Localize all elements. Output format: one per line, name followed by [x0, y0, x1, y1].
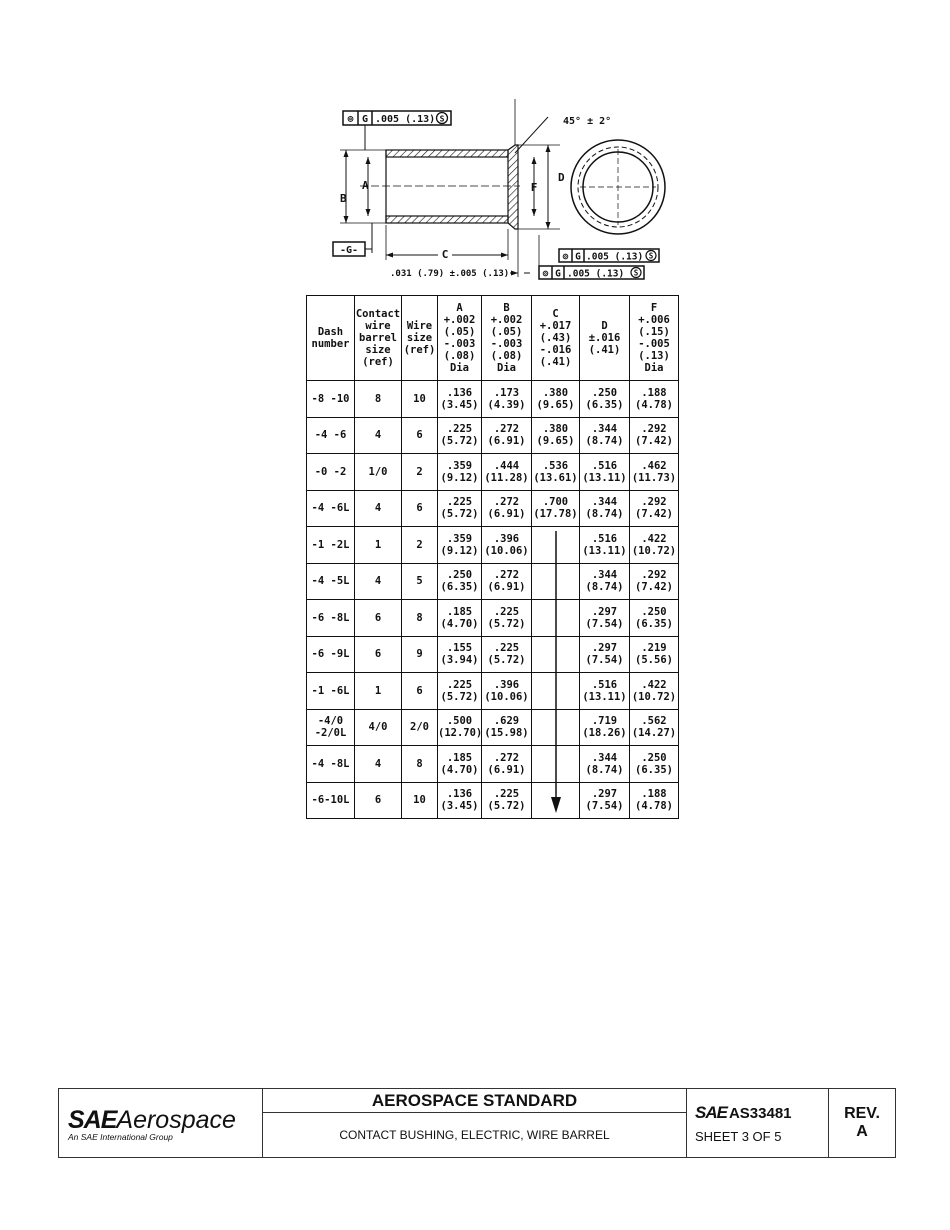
cell-contact: 4: [355, 490, 402, 527]
cell-f: [630, 527, 679, 564]
fcf-right-upper-symbol: ⊚: [562, 251, 569, 263]
column-header: [307, 296, 355, 381]
value-mm: (5.72): [487, 654, 526, 667]
value-mm: (13.61): [533, 471, 578, 484]
value-inch: .250: [641, 751, 667, 764]
cell-dash: -4 -5L: [307, 563, 355, 600]
cell-a: [438, 746, 482, 783]
header-line: size: [365, 344, 391, 356]
value-mm: (10.72): [631, 690, 677, 703]
cell-contact: 6: [355, 600, 402, 637]
value-inch: .292: [641, 569, 667, 582]
doc-number: AS33481: [728, 1105, 792, 1122]
value-inch: .516: [591, 678, 618, 691]
cell-wire: 5: [402, 563, 438, 600]
value-inch: .173: [493, 386, 520, 399]
value-inch: .136: [446, 788, 473, 801]
cell-wire: 8: [402, 600, 438, 637]
header-line: F: [650, 302, 658, 314]
value-mm: (4.78): [635, 800, 673, 813]
cell-d: [580, 527, 630, 564]
table-row: [307, 454, 679, 491]
value-mm: (5.72): [487, 800, 526, 813]
standard-subtitle: CONTACT BUSHING, ELECTRIC, WIRE BARREL: [339, 1128, 610, 1142]
value-inch: .562: [641, 715, 667, 728]
value-mm: (8.74): [585, 435, 624, 448]
header-line: -.003: [443, 338, 476, 350]
lip-dimension: .031 (.79) ±.005 (.13): [390, 269, 510, 279]
column-header: [402, 296, 438, 381]
fcf-right-upper-datum: G: [575, 251, 581, 263]
header-line: (.15): [638, 326, 670, 338]
value-mm: (6.91): [487, 508, 526, 521]
value-mm: (9.12): [440, 471, 479, 484]
header-line: +.002: [490, 314, 523, 326]
cell-wire: 2: [402, 527, 438, 564]
cell-c: [532, 454, 580, 491]
value-mm: (10.72): [631, 544, 677, 557]
cell-dash: -6 -9L: [307, 636, 355, 673]
cell-contact: 6: [355, 636, 402, 673]
value-mm: (11.28): [484, 471, 529, 484]
value-mm: (13.11): [582, 690, 627, 703]
header-line: (ref): [362, 356, 394, 368]
sheet-number: SHEET 3 OF 5: [695, 1129, 782, 1144]
continuation-arrow: [550, 531, 562, 813]
value-mm: (6.35): [585, 398, 624, 411]
cell-contact: 1: [355, 673, 402, 710]
standard-title: AEROSPACE STANDARD: [263, 1089, 686, 1113]
cell-a: [438, 600, 482, 637]
value-inch: .219: [641, 642, 667, 655]
value-inch: .250: [591, 386, 618, 399]
cell-dash: -4 -6L: [307, 490, 355, 527]
column-header: [630, 296, 679, 381]
value-mm: (10.06): [484, 690, 529, 703]
dim-c-label: C: [441, 248, 449, 261]
value-inch: .297: [591, 605, 618, 618]
cell-a: [438, 563, 482, 600]
fcf-top: [343, 111, 451, 125]
cell-b: [482, 381, 532, 418]
value-inch: .516: [591, 459, 618, 472]
cell-dash: -6 -8L: [307, 600, 355, 637]
table-row: [307, 527, 679, 564]
header-line: -.003: [490, 338, 523, 350]
value-mm: (17.78): [533, 508, 578, 521]
value-inch: .344: [591, 569, 618, 582]
cell-wire: 10: [402, 381, 438, 418]
cell-contact: 4: [355, 563, 402, 600]
value-inch: .297: [591, 788, 618, 801]
logo-tagline: An SAE International Group: [68, 1132, 173, 1142]
fcf-right-upper-mod: S: [648, 251, 654, 261]
cell-wire: 6: [402, 417, 438, 454]
value-inch: .629: [493, 715, 520, 728]
value-mm: (13.11): [582, 471, 627, 484]
value-mm: (12.70): [438, 727, 483, 740]
value-mm: (5.72): [440, 508, 479, 521]
value-mm: (3.45): [440, 800, 479, 813]
cell-dash: -4 -6: [307, 417, 355, 454]
cell-contact: 1/0: [355, 454, 402, 491]
column-header: [482, 296, 532, 381]
cell-f: [630, 673, 679, 710]
value-mm: (8.74): [585, 763, 624, 776]
value-inch: .136: [446, 386, 473, 399]
header-line: (.08): [490, 350, 523, 362]
fcf-top-tol: .005 (.13): [375, 114, 436, 125]
header-line: (.05): [490, 326, 523, 338]
cell-wire: 10: [402, 782, 438, 819]
bushing-drawing: [320, 95, 680, 285]
cell-b: [482, 600, 532, 637]
value-inch: .250: [446, 569, 473, 582]
value-inch: .292: [641, 423, 667, 436]
value-inch: .422: [641, 678, 667, 691]
value-mm: (7.42): [635, 581, 673, 594]
header-line: (.41): [539, 356, 572, 368]
value-inch: .359: [446, 459, 473, 472]
fcf-right-lower-symbol: ⊚: [542, 268, 549, 280]
table-row: [307, 673, 679, 710]
value-mm: (7.54): [585, 654, 624, 667]
fcf-right-upper: [559, 249, 659, 263]
value-inch: .188: [641, 386, 667, 399]
value-inch: .185: [446, 751, 473, 764]
cell-c: [532, 381, 580, 418]
value-mm: (11.73): [631, 471, 677, 484]
value-mm: (7.54): [585, 800, 624, 813]
value-mm: (4.70): [440, 763, 479, 776]
dim-a-label: A: [362, 179, 369, 192]
table-row: [307, 709, 679, 746]
header-line: (.05): [443, 326, 476, 338]
cell-b: [482, 636, 532, 673]
value-inch: .188: [641, 788, 667, 801]
value-inch: .422: [641, 532, 667, 545]
cell-a: [438, 709, 482, 746]
cell-dash: -1 -6L: [307, 673, 355, 710]
cell-d: [580, 746, 630, 783]
value-inch: .250: [641, 605, 667, 618]
fcf-right-upper-tol: .005 (.13): [586, 251, 644, 263]
value-mm: (5.72): [440, 690, 479, 703]
cell-wire: 6: [402, 673, 438, 710]
cell-b: [482, 527, 532, 564]
cell-d: [580, 454, 630, 491]
cell-b: [482, 563, 532, 600]
cell-c: [532, 490, 580, 527]
header-row: [307, 296, 679, 381]
value-inch: .536: [542, 459, 569, 472]
cell-f: [630, 381, 679, 418]
fcf-right-lower-datum: G: [555, 268, 561, 280]
value-inch: .225: [446, 678, 473, 691]
value-mm: (6.35): [635, 617, 673, 630]
sae-aerospace-logo: [59, 1089, 263, 1157]
header-line: (ref): [403, 344, 436, 356]
header-line: number: [311, 338, 350, 350]
cell-dash: -4/0 -2/0L: [307, 709, 355, 746]
table-row: [307, 782, 679, 819]
cell-a: [438, 381, 482, 418]
fcf-top-symbol: ⊚: [347, 114, 354, 125]
column-header: [580, 296, 630, 381]
cell-f: [630, 709, 679, 746]
value-mm: (9.65): [536, 435, 575, 448]
value-inch: .225: [493, 642, 520, 655]
cell-b: [482, 782, 532, 819]
value-inch: .344: [591, 496, 618, 509]
cell-b: [482, 673, 532, 710]
cell-wire: 2/0: [402, 709, 438, 746]
cell-d: [580, 490, 630, 527]
cell-a: [438, 636, 482, 673]
fcf-right-lower-mod: S: [633, 268, 639, 278]
title-block: [58, 1088, 896, 1158]
header-line: A: [456, 302, 463, 314]
value-inch: .272: [493, 569, 520, 582]
dimension-table: [306, 295, 679, 819]
cell-f: [630, 782, 679, 819]
table-row: [307, 600, 679, 637]
cell-dash: -4 -8L: [307, 746, 355, 783]
header-line: Dia: [497, 362, 516, 374]
value-inch: .185: [446, 605, 473, 618]
column-header: [532, 296, 580, 381]
cell-b: [482, 454, 532, 491]
value-inch: .516: [591, 532, 618, 545]
header-line: ±.016: [588, 332, 621, 344]
header-line: +.006: [638, 314, 670, 326]
header-line: -.016: [539, 344, 572, 356]
value-mm: (6.91): [487, 763, 526, 776]
cell-a: [438, 454, 482, 491]
value-inch: .155: [446, 642, 473, 655]
cell-b: [482, 417, 532, 454]
cell-contact: 4: [355, 746, 402, 783]
cell-a: [438, 673, 482, 710]
value-inch: .380: [542, 423, 569, 436]
cell-f: [630, 490, 679, 527]
fcf-top-datum: G: [361, 114, 369, 125]
rev-value: A: [856, 1123, 868, 1140]
header-line: Dia: [450, 362, 469, 374]
value-mm: (8.74): [585, 581, 624, 594]
cell-b: [482, 709, 532, 746]
value-inch: .344: [591, 423, 618, 436]
cell-a: [438, 490, 482, 527]
fcf-top-mod: S: [439, 114, 445, 124]
cell-dash: -8 -10: [307, 381, 355, 418]
value-inch: .396: [493, 678, 520, 691]
value-mm: (5.56): [635, 654, 673, 667]
table-row: [307, 381, 679, 418]
cell-d: [580, 636, 630, 673]
header-line: Wire: [406, 320, 433, 332]
cell-b: [482, 490, 532, 527]
table-row: [307, 636, 679, 673]
value-mm: (15.98): [484, 727, 529, 740]
value-mm: (5.72): [440, 435, 479, 448]
value-mm: (4.70): [440, 617, 479, 630]
value-inch: .292: [641, 496, 667, 509]
value-mm: (14.27): [631, 727, 677, 740]
value-inch: .500: [446, 715, 473, 728]
cell-d: [580, 782, 630, 819]
cell-contact: 6: [355, 782, 402, 819]
cell-contact: 8: [355, 381, 402, 418]
dim-b-label: B: [340, 192, 347, 205]
cell-contact: 4: [355, 417, 402, 454]
table-row: [307, 490, 679, 527]
logo-aerospace-text: Aerospace: [116, 1106, 236, 1134]
header-line: C: [552, 308, 559, 320]
header-line: size: [406, 332, 433, 344]
rev-label: REV.: [844, 1105, 880, 1122]
value-mm: (6.91): [487, 435, 526, 448]
cell-wire: 9: [402, 636, 438, 673]
column-header: [438, 296, 482, 381]
value-mm: (6.35): [440, 581, 479, 594]
fcf-right-lower-tol: .005 (.13): [567, 268, 625, 280]
value-inch: .225: [446, 423, 473, 436]
header-line: -.005: [638, 338, 670, 350]
value-inch: .297: [591, 642, 618, 655]
fcf-right-lower: [539, 266, 644, 280]
cell-dash: -6-10L: [307, 782, 355, 819]
value-mm: (8.74): [585, 508, 624, 521]
value-mm: (5.72): [487, 617, 526, 630]
value-inch: .359: [446, 532, 473, 545]
tube-end-view: [571, 140, 665, 234]
cell-f: [630, 746, 679, 783]
header-line: +.017: [539, 320, 572, 332]
header-line: D: [601, 320, 608, 332]
value-inch: .396: [493, 532, 520, 545]
value-mm: (6.35): [635, 763, 673, 776]
dim-f-label: F: [530, 181, 538, 194]
table-body: [307, 381, 679, 819]
cell-d: [580, 673, 630, 710]
table-row: [307, 746, 679, 783]
cell-f: [630, 636, 679, 673]
value-mm: (4.78): [635, 398, 673, 411]
logo-sae-text: SAE: [68, 1106, 117, 1134]
cell-d: [580, 417, 630, 454]
value-inch: .272: [493, 496, 520, 509]
value-inch: .700: [542, 496, 569, 509]
cell-d: [580, 381, 630, 418]
header-line: wire: [365, 320, 391, 332]
cell-c: [532, 417, 580, 454]
cell-a: [438, 417, 482, 454]
value-mm: (7.42): [635, 508, 673, 521]
header-line: B: [503, 302, 510, 314]
value-inch: .719: [591, 715, 618, 728]
value-mm: (7.54): [585, 617, 624, 630]
value-mm: (9.12): [440, 544, 479, 557]
value-inch: .272: [493, 423, 520, 436]
cell-dash: -1 -2L: [307, 527, 355, 564]
header-line: Dia: [644, 362, 664, 374]
header-line: (.13): [638, 350, 670, 362]
chamfer-note: 45° ± 2°: [563, 116, 612, 127]
value-mm: (9.65): [536, 398, 575, 411]
cell-a: [438, 527, 482, 564]
value-inch: .444: [493, 459, 520, 472]
value-mm: (4.39): [487, 398, 526, 411]
header-line: (.08): [443, 350, 476, 362]
value-inch: .344: [591, 751, 618, 764]
cell-d: [580, 563, 630, 600]
cell-wire: 8: [402, 746, 438, 783]
value-inch: .225: [493, 605, 520, 618]
value-mm: (3.94): [440, 654, 479, 667]
header-line: +.002: [443, 314, 476, 326]
datum-g-label: -G-: [339, 245, 359, 256]
value-mm: (18.26): [582, 727, 627, 740]
cell-f: [630, 417, 679, 454]
cell-f: [630, 563, 679, 600]
header-line: (.43): [539, 332, 572, 344]
cell-contact: 4/0: [355, 709, 402, 746]
cell-f: [630, 454, 679, 491]
value-mm: (7.42): [635, 435, 673, 448]
cell-d: [580, 709, 630, 746]
value-inch: .462: [641, 459, 667, 472]
value-inch: .225: [446, 496, 473, 509]
cell-a: [438, 782, 482, 819]
doc-sae-mark: SAE: [695, 1103, 727, 1122]
value-mm: (10.06): [484, 544, 529, 557]
header-line: Dash: [317, 326, 344, 338]
column-header: [355, 296, 402, 381]
cell-f: [630, 600, 679, 637]
header-line: Contact: [355, 308, 401, 320]
value-mm: (13.11): [582, 544, 627, 557]
table-row: [307, 417, 679, 454]
tube-side-view: [360, 145, 520, 229]
cell-dash: -0 -2: [307, 454, 355, 491]
cell-d: [580, 600, 630, 637]
value-mm: (3.45): [440, 398, 479, 411]
header-line: barrel: [359, 332, 397, 344]
cell-wire: 6: [402, 490, 438, 527]
cell-contact: 1: [355, 527, 402, 564]
value-inch: .272: [493, 751, 520, 764]
dim-d-label: D: [558, 171, 565, 184]
value-inch: .225: [493, 788, 520, 801]
cell-wire: 2: [402, 454, 438, 491]
value-inch: .380: [542, 386, 569, 399]
table-row: [307, 563, 679, 600]
value-mm: (6.91): [487, 581, 526, 594]
cell-b: [482, 746, 532, 783]
header-line: (.41): [588, 344, 621, 356]
